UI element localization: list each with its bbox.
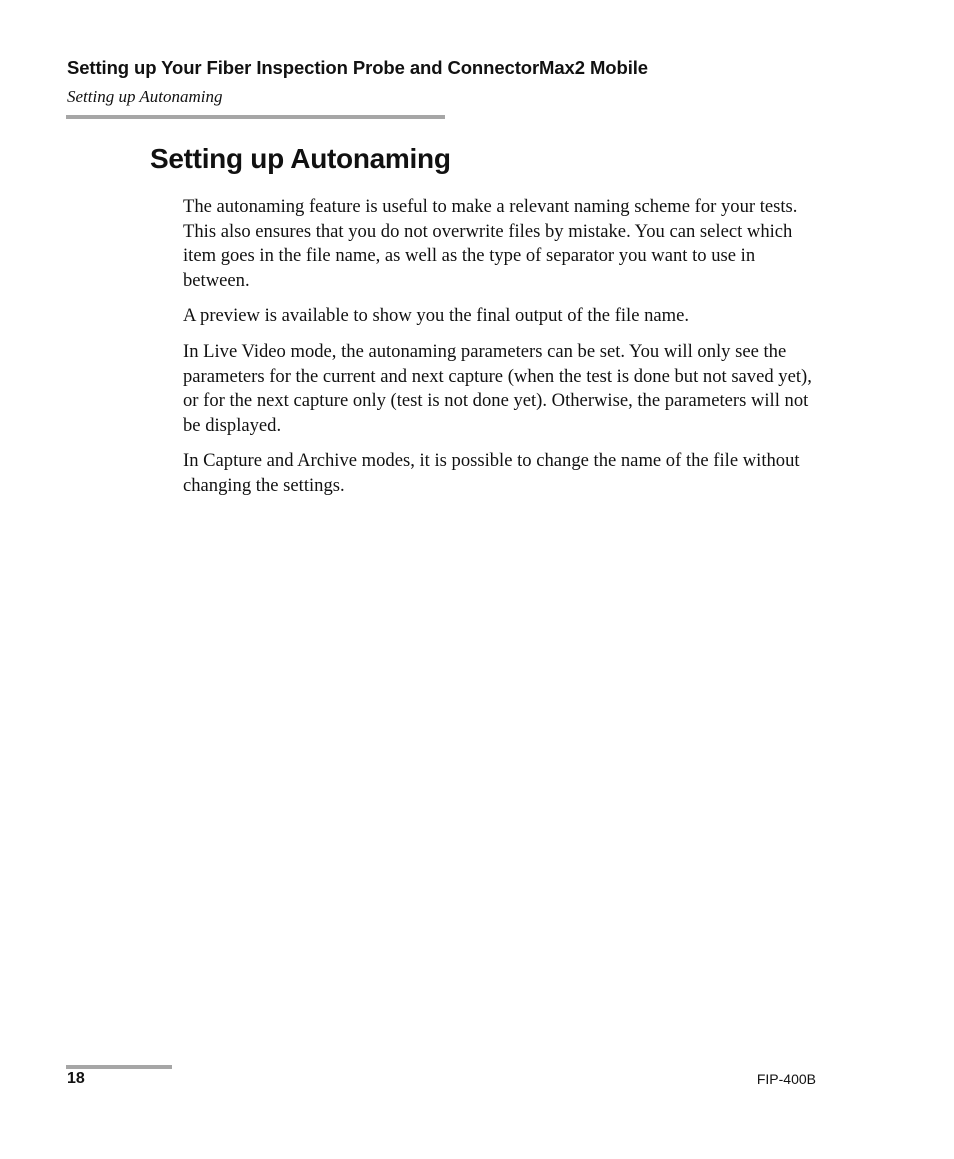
section-heading: Setting up Autonaming <box>150 143 451 174</box>
paragraph-preview: A preview is available to show you the final output of the file name. <box>183 305 690 327</box>
footer-divider <box>66 1065 172 1069</box>
running-header-title: Setting up Your Fiber Inspection Probe and ConnectorMax2 Mobile <box>67 57 648 78</box>
body-text <box>183 195 823 510</box>
paragraph-intro: The autonaming feature is useful to make a relevant naming scheme for your tests. This also ensures that you do not overwrite files by mistake. You can select which item goes in the file name, as well as the type of separator you want to use in between. <box>183 196 798 291</box>
running-header-section: Setting up Autonaming <box>67 87 223 106</box>
page-number: 18 <box>67 1070 85 1087</box>
paragraph-live-video: In Live Video mode, the autonaming parameters can be set. You will only see the parameters for the current and next capture (when the test is done but not saved yet), or for the next capture only (test is not done yet). Otherwise, the parameters will not be displayed. <box>183 340 812 436</box>
paragraph-capture-archive: In Capture and Archive modes, it is possible to change the name of the file without changing the settings. <box>183 450 800 496</box>
header-divider <box>66 115 445 119</box>
product-code: FIP-400B <box>756 1071 816 1087</box>
